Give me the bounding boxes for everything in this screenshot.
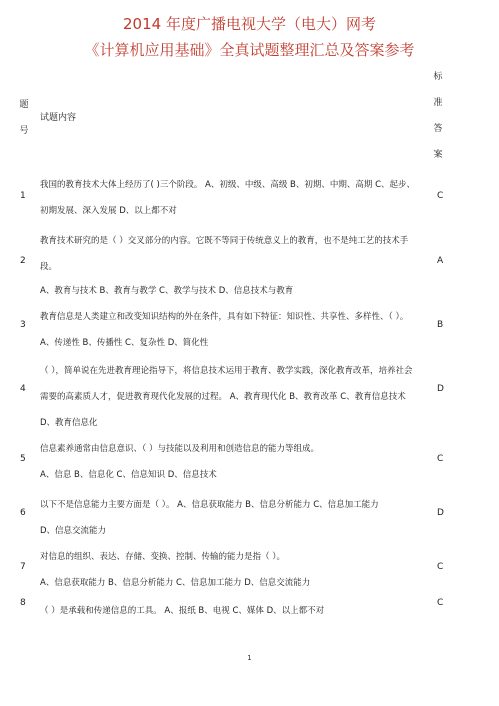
column-header-answer-char: 标 [433, 72, 443, 82]
question-line: 以下不是信息能力主要方面是（ ）。 A、信息获取能力 B、信息分析能力 C、信息加工能力 [40, 500, 379, 510]
question-line: （ ）是承载和传递信息的工具。 A、报纸 B、电视 C、媒体 D、以上都不对 [40, 606, 325, 616]
question-text [40, 492, 438, 544]
question-answer: C [437, 562, 444, 572]
page-number: 1 [247, 654, 252, 662]
question-line: A、传递性 B、传播性 C、复杂性 D、简化性 [40, 338, 209, 348]
question-line: D、教育信息化 [40, 418, 98, 428]
question-number: 6 [20, 508, 26, 518]
question-line: D、信息交流能力 [40, 526, 107, 536]
question-text [40, 544, 438, 596]
question-text [40, 436, 438, 488]
question-answer: C [437, 454, 444, 464]
question-number: 8 [20, 598, 26, 608]
document-title-line2: 《计算机应用基础》全真试题整理汇总及答案参考 [84, 41, 415, 59]
column-header-number-char: 题 [19, 100, 29, 110]
question-line: A、教育与技术 B、教育与教学 C、教学与技术 D、信息技术与教育 [40, 286, 294, 296]
question-number: 7 [20, 562, 26, 572]
question-number: 5 [20, 454, 26, 464]
question-text [40, 172, 438, 224]
question-line: 需要的高素质人才，促进教育现代化发展的过程。 A、教育现代化 B、教育改革 C、教育信息技术 [40, 392, 406, 402]
column-header-number-char: 号 [19, 126, 29, 136]
question-line: 我国的教育技术大体上经历了( )三个阶段。 A、初级、中级、高级 B、初期、中期、高期 C、起步、 [40, 180, 416, 190]
question-text [40, 358, 438, 436]
question-line: A、信息 B、信息化 C、信息知识 D、信息技术 [40, 470, 217, 480]
column-header-answer-char: 准 [433, 98, 443, 108]
column-header-answer-char: 答 [433, 124, 443, 134]
question-text [40, 304, 438, 356]
question-line: 教育技术研究的是（ ）交叉部分的内容。它既不等同于传统意义上的教育，也不是纯工艺的技术手 [40, 236, 409, 246]
question-line: 信息素养通常由信息意识、（ ）与技能以及利用和创造信息的能力等组成。 [40, 444, 319, 454]
column-header-answer-char: 案 [433, 150, 443, 160]
document-title-line1: 2014 年度广播电视大学（电大）网考 [123, 15, 376, 33]
question-answer: C [437, 191, 444, 201]
question-text [40, 228, 438, 280]
question-options [40, 278, 438, 304]
question-number: 3 [20, 320, 26, 330]
column-header-content: 试题内容 [40, 113, 77, 123]
question-line: A、信息获取能力 B、信息分析能力 C、信息加工能力 D、信息交流能力 [40, 578, 311, 588]
question-answer: D [437, 384, 444, 394]
question-number: 2 [20, 256, 26, 266]
question-answer: C [437, 598, 444, 608]
question-answer: A [437, 256, 444, 266]
question-text [40, 598, 438, 624]
column-header-number [18, 92, 30, 144]
question-line: （ ），简单说在先进教育理论指导下，将信息技术运用于教育、教学实践，深化教育改革，培养社会 [40, 366, 413, 376]
question-answer: B [437, 320, 444, 330]
question-line: 段。 [40, 262, 58, 272]
question-line: 教育信息是人类建立和改变知识结构的外在条件，具有如下特征：知识性、共享性、多样性、（ ）。 [40, 312, 409, 322]
question-line: 初期发展、深入发展 D、以上都不对 [40, 206, 177, 216]
question-line: 对信息的组织、表达、存储、变换、控制、传输的能力是指（ ）。 [40, 552, 285, 562]
question-number: 1 [20, 191, 26, 201]
question-number: 4 [20, 384, 26, 394]
column-header-answer [432, 64, 444, 168]
question-answer: D [437, 508, 444, 518]
